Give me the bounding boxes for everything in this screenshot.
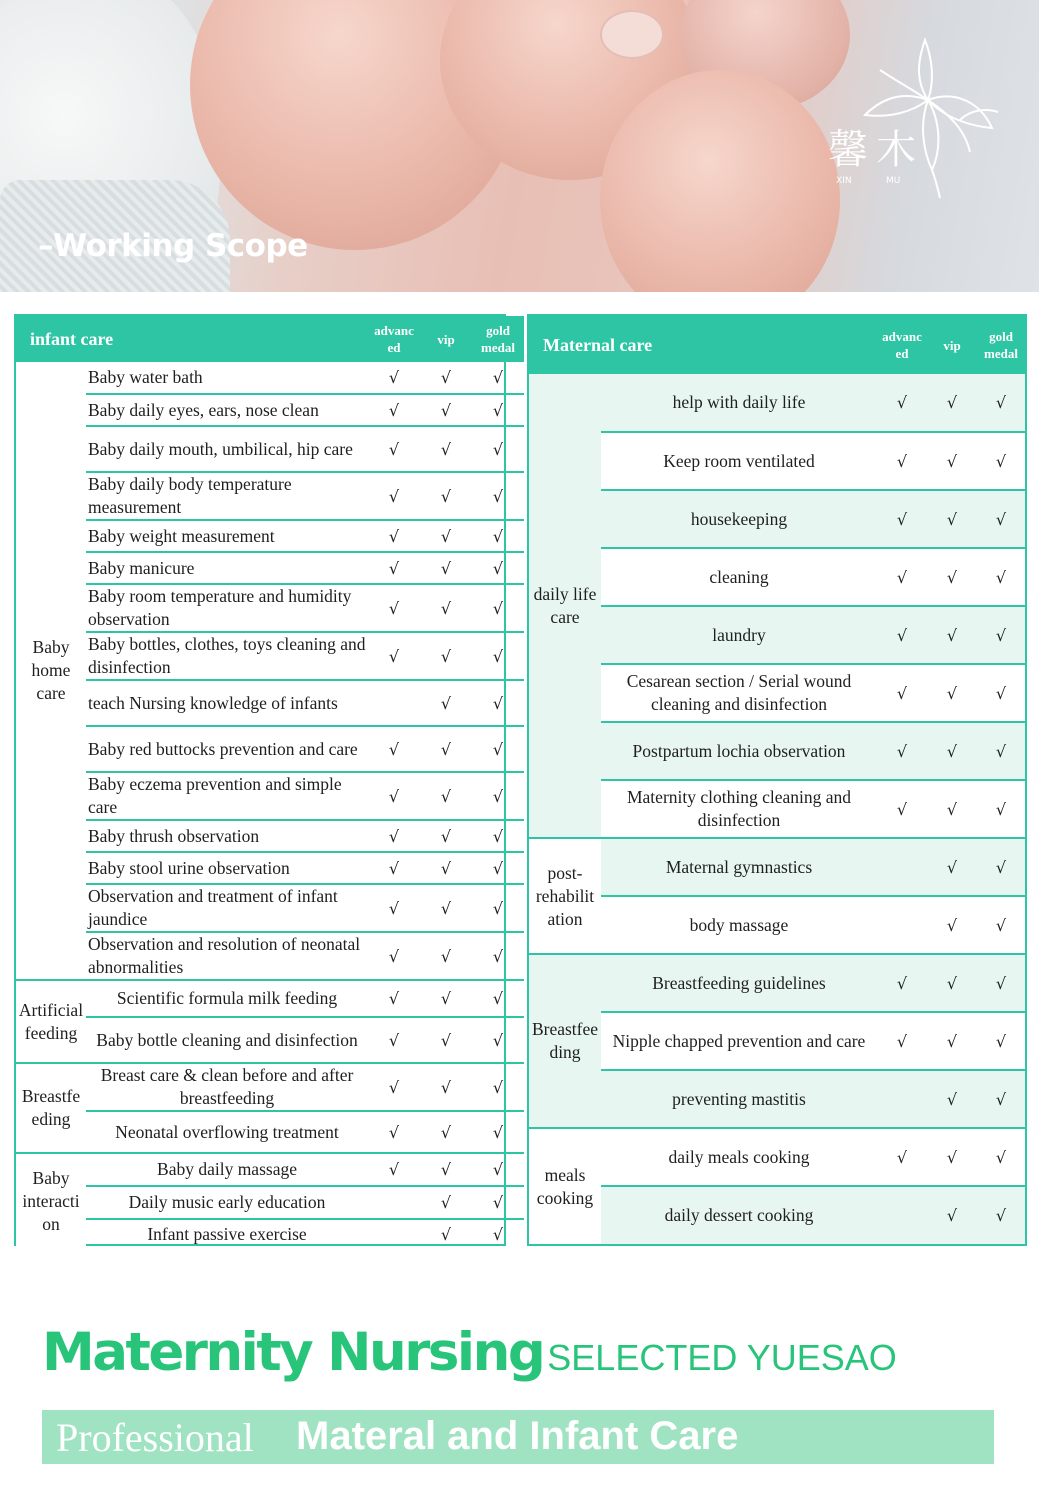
- service-item: Baby stool urine observation: [86, 852, 368, 884]
- check-advanced: √: [368, 1111, 420, 1153]
- check-advanced: √: [877, 954, 927, 1012]
- group-breastfeeding: Breastfee ding: [529, 954, 601, 1128]
- fingernail-shape: [600, 10, 664, 59]
- check-vip: √: [420, 1111, 472, 1153]
- infant-care-table: [14, 314, 515, 1246]
- check-gold: √: [977, 374, 1025, 432]
- check-gold: √: [977, 780, 1025, 838]
- check-gold: √: [472, 584, 524, 632]
- check-gold: √: [977, 954, 1025, 1012]
- check-vip: √: [420, 1186, 472, 1219]
- check-gold: √: [472, 1153, 524, 1186]
- service-item: Observation and treatment of infant jaundice: [86, 884, 368, 932]
- group-baby-home-care: Baby home care: [16, 362, 86, 980]
- check-advanced: √: [877, 780, 927, 838]
- logo-sub-left: XIN: [836, 176, 852, 186]
- service-item: Baby bottles, clothes, toys cleaning and disinfection: [86, 632, 368, 680]
- group-daily-life-care: daily life care: [529, 374, 601, 838]
- check-vip: √: [420, 932, 472, 980]
- check-gold: √: [472, 426, 524, 472]
- check-gold: √: [472, 980, 524, 1017]
- check-gold: √: [472, 1063, 524, 1111]
- check-gold: √: [472, 820, 524, 852]
- check-vip: √: [927, 1128, 977, 1186]
- col-vip: vip: [420, 316, 472, 362]
- check-gold: √: [472, 552, 524, 584]
- service-item: Baby daily eyes, ears, nose clean: [86, 394, 368, 426]
- service-item: Baby daily body temperature measurement: [86, 472, 368, 520]
- check-advanced: √: [368, 632, 420, 680]
- col-advanced: advanc ed: [877, 316, 927, 374]
- check-advanced: √: [368, 584, 420, 632]
- check-vip: √: [420, 1153, 472, 1186]
- group-breastfeeding: Breastfe eding: [16, 1063, 86, 1153]
- logo-sub-right: MU: [886, 176, 901, 186]
- check-gold: √: [472, 1111, 524, 1153]
- check-advanced: [877, 1186, 927, 1244]
- check-gold: √: [472, 772, 524, 820]
- check-gold: √: [472, 1017, 524, 1063]
- check-vip: √: [440, 1225, 452, 1244]
- group-artificial-feeding: Artificial feeding: [16, 980, 86, 1063]
- check-advanced: √: [877, 606, 927, 664]
- check-gold: √: [977, 896, 1025, 954]
- check-vip: √: [927, 374, 977, 432]
- maternal-care-table: [527, 314, 1027, 1246]
- check-vip: √: [927, 954, 977, 1012]
- check-advanced: √: [877, 722, 927, 780]
- check-advanced: [877, 838, 927, 896]
- group-post-rehabilitation: post-rehabilit ation: [529, 838, 601, 954]
- check-gold: √: [472, 362, 524, 394]
- col-gold-medal: gold medal: [977, 316, 1025, 374]
- check-vip: √: [927, 432, 977, 490]
- check-gold: √: [977, 432, 1025, 490]
- check-gold: √: [977, 1128, 1025, 1186]
- service-item: Breast care & clean before and after breastfeeding: [86, 1063, 368, 1111]
- check-gold: √: [977, 490, 1025, 548]
- col-advanced: advanc ed: [368, 316, 420, 362]
- check-vip: √: [420, 680, 472, 726]
- check-advanced: [877, 1070, 927, 1128]
- check-vip: √: [927, 606, 977, 664]
- service-item: Keep room ventilated: [601, 432, 877, 490]
- service-item: Baby bottle cleaning and disinfection: [86, 1017, 368, 1063]
- check-advanced: √: [368, 520, 420, 552]
- check-advanced: √: [877, 664, 927, 722]
- check-gold: √: [977, 548, 1025, 606]
- check-advanced: √: [368, 852, 420, 884]
- service-item: Baby thrush observation: [86, 820, 368, 852]
- check-gold: √: [472, 932, 524, 980]
- check-vip: √: [927, 722, 977, 780]
- check-advanced: √: [368, 726, 420, 772]
- service-item: Maternity clothing cleaning and disinfection: [601, 780, 877, 838]
- check-advanced: √: [877, 548, 927, 606]
- service-item: Baby eczema prevention and simple care: [86, 772, 368, 820]
- brand-subtitle: SELECTED YUESAO: [547, 1337, 897, 1378]
- service-item: Breastfeeding guidelines: [601, 954, 877, 1012]
- check-advanced: √: [368, 932, 420, 980]
- check-vip: √: [927, 664, 977, 722]
- working-scope-title: –Working Scope: [38, 228, 308, 264]
- service-item: Maternal gymnastics: [601, 838, 877, 896]
- service-item: Baby room temperature and humidity observation: [86, 584, 368, 632]
- check-advanced: √: [877, 374, 927, 432]
- check-gold: √: [472, 884, 524, 932]
- check-vip: √: [927, 838, 977, 896]
- check-gold: √: [977, 1186, 1025, 1244]
- check-gold: √: [977, 722, 1025, 780]
- brand-heading: [42, 1322, 1002, 1402]
- check-vip: √: [927, 780, 977, 838]
- check-vip: √: [420, 1063, 472, 1111]
- slogan-bold: Materal and Infant Care: [296, 1414, 739, 1458]
- check-advanced: √: [368, 820, 420, 852]
- check-gold: √: [977, 606, 1025, 664]
- check-advanced: √: [877, 1012, 927, 1070]
- check-advanced: [877, 896, 927, 954]
- brand-title: Maternity Nursing: [42, 1322, 544, 1383]
- check-vip: √: [420, 726, 472, 772]
- check-gold: √: [472, 632, 524, 680]
- check-gold: √: [977, 1070, 1025, 1128]
- service-item: help with daily life: [601, 374, 877, 432]
- slogan-light: Professional: [56, 1415, 254, 1460]
- brand-logo: [820, 30, 1010, 200]
- col-vip: vip: [927, 316, 977, 374]
- check-advanced: √: [368, 980, 420, 1017]
- infant-care-title: infant care: [16, 316, 368, 362]
- service-item: Observation and resolution of neonatal abnormalities: [86, 932, 368, 980]
- service-item: laundry: [601, 606, 877, 664]
- group-baby-interaction: Baby interacti on: [16, 1153, 86, 1249]
- service-item: Postpartum lochia observation: [601, 722, 877, 780]
- check-gold: √: [472, 1186, 524, 1219]
- check-gold: √: [977, 1012, 1025, 1070]
- check-advanced: √: [877, 432, 927, 490]
- service-item: Baby daily massage: [86, 1153, 368, 1186]
- service-item: Daily music early education: [86, 1186, 368, 1219]
- check-advanced: √: [368, 552, 420, 584]
- check-vip: √: [420, 584, 472, 632]
- check-advanced: √: [368, 1153, 420, 1186]
- check-vip: √: [420, 1017, 472, 1063]
- check-gold: √: [472, 852, 524, 884]
- check-vip: √: [927, 896, 977, 954]
- check-vip: √: [420, 552, 472, 584]
- service-item: Cesarean section / Serial wound cleaning and disinfection: [601, 664, 877, 722]
- check-vip: √: [927, 548, 977, 606]
- check-vip: √: [420, 852, 472, 884]
- service-item: daily dessert cooking: [601, 1186, 877, 1244]
- service-item: Baby weight measurement: [86, 520, 368, 552]
- service-item: daily meals cooking: [601, 1128, 877, 1186]
- check-vip: √: [420, 772, 472, 820]
- col-gold-medal: gold medal: [472, 316, 524, 362]
- check-gold: √: [472, 520, 524, 552]
- check-advanced: √: [368, 1063, 420, 1111]
- check-vip: √: [420, 520, 472, 552]
- logo-chars: 馨木: [828, 127, 924, 173]
- check-vip: √: [927, 490, 977, 548]
- check-vip: √: [927, 1186, 977, 1244]
- service-item: Baby daily mouth, umbilical, hip care: [86, 426, 368, 472]
- maternal-care-title: Maternal care: [529, 316, 877, 374]
- check-vip: √: [420, 426, 472, 472]
- check-gold: √: [492, 1225, 504, 1244]
- service-item: cleaning: [601, 548, 877, 606]
- check-advanced: √: [368, 472, 420, 520]
- check-gold: √: [472, 472, 524, 520]
- check-advanced: √: [368, 426, 420, 472]
- service-item: Nipple chapped prevention and care: [601, 1012, 877, 1070]
- check-gold: √: [472, 394, 524, 426]
- service-item: Baby water bath: [86, 362, 368, 394]
- check-vip: √: [420, 632, 472, 680]
- check-advanced: [368, 680, 420, 726]
- service-item: housekeeping: [601, 490, 877, 548]
- check-advanced: √: [368, 884, 420, 932]
- check-gold: √: [977, 664, 1025, 722]
- check-advanced: [368, 1219, 420, 1249]
- check-gold: √: [472, 680, 524, 726]
- check-advanced: √: [877, 1128, 927, 1186]
- check-advanced: √: [368, 1017, 420, 1063]
- check-vip: √: [927, 1070, 977, 1128]
- check-advanced: √: [368, 772, 420, 820]
- service-item: preventing mastitis: [601, 1070, 877, 1128]
- service-item: Baby red buttocks prevention and care: [86, 726, 368, 772]
- check-vip: √: [420, 980, 472, 1017]
- service-item: Baby manicure: [86, 552, 368, 584]
- service-item: body massage: [601, 896, 877, 954]
- check-vip: √: [420, 884, 472, 932]
- check-vip: √: [420, 362, 472, 394]
- service-item: Infant passive exercise: [147, 1224, 307, 1244]
- check-advanced: √: [877, 490, 927, 548]
- check-vip: √: [927, 1012, 977, 1070]
- service-item: teach Nursing knowledge of infants: [86, 680, 368, 726]
- check-vip: √: [420, 820, 472, 852]
- hero-photo: [0, 0, 1039, 292]
- service-item: Scientific formula milk feeding: [86, 980, 368, 1017]
- check-vip: √: [420, 472, 472, 520]
- check-gold: √: [472, 726, 524, 772]
- check-vip: √: [420, 394, 472, 426]
- check-advanced: √: [368, 394, 420, 426]
- group-meals-cooking: meals cooking: [529, 1128, 601, 1244]
- service-item: Neonatal overflowing treatment: [86, 1111, 368, 1153]
- slogan-banner: [42, 1410, 994, 1464]
- check-advanced: √: [368, 362, 420, 394]
- check-advanced: [368, 1186, 420, 1219]
- check-gold: √: [977, 838, 1025, 896]
